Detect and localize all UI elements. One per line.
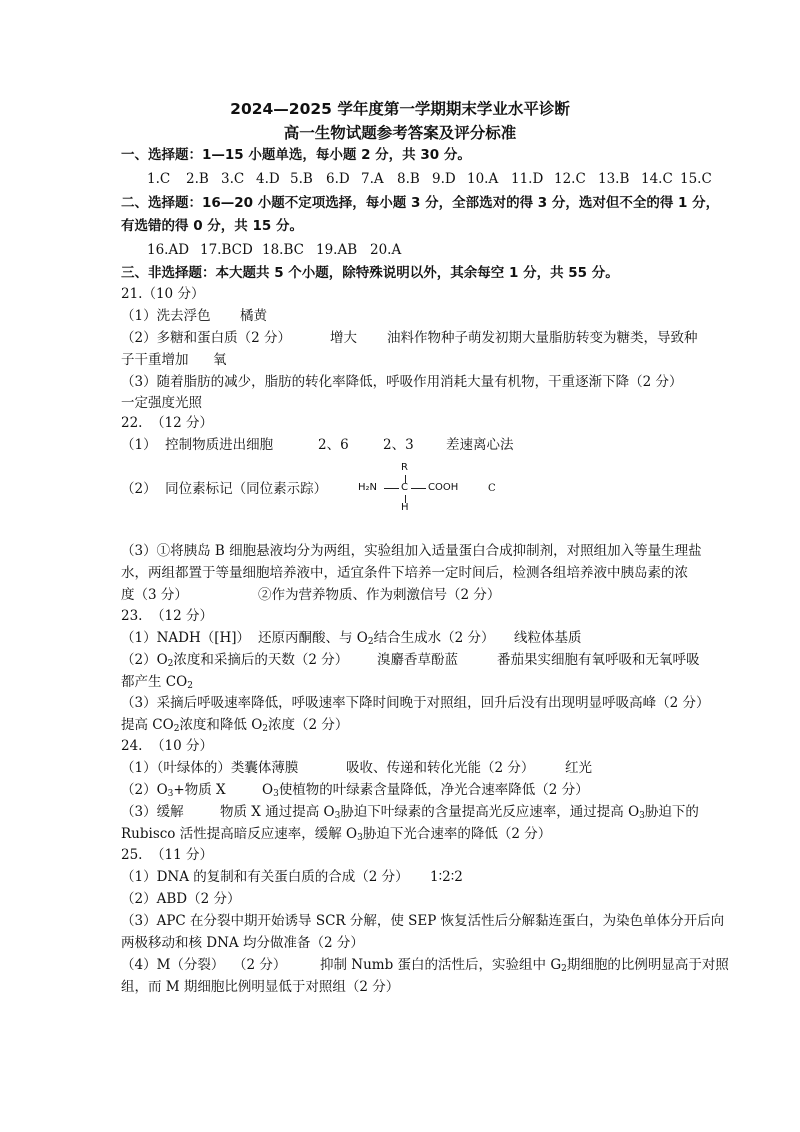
answer: 12.C — [554, 171, 586, 187]
answer: 13.B — [598, 171, 630, 187]
section2-heading-line2: 有选错的得 0 分，共 15 分。 — [121, 218, 303, 234]
answer: 7.A — [361, 171, 384, 187]
section2-heading-line1: 二、选择题：16—20 小题不定项选择，每小题 3 分，全部选对的得 3 分，选对但不全的得 1 分， — [121, 195, 720, 211]
answer: 11.D — [511, 171, 544, 187]
q22-p3-answer: （3）①将胰岛 B 细胞悬液均分为两组，实验组加入适量蛋白合成抑制剂，对照组加入等量生理盐 — [121, 543, 702, 559]
q21-p2-answer: 增大 — [330, 330, 357, 346]
formula-hydrogen: H — [401, 502, 409, 513]
section1-heading: 一、选择题：1—15 小题单选，每小题 2 分，共 30 分。 — [121, 147, 471, 163]
doc-subtitle: 高一生物试题参考答案及评分标准 — [283, 124, 517, 142]
answer: 2.B — [186, 171, 209, 187]
amino-acid-structural-formula — [358, 462, 478, 518]
q25-p2-answer: （2）ABD（2 分） — [121, 891, 241, 907]
answer: 16.AD — [147, 242, 190, 258]
q21-p2-answer: （2）多糖和蛋白质（2 分） — [121, 330, 291, 346]
q22-p2-answer: C — [488, 483, 496, 494]
q21-p1-answer: （1）洗去浮色 — [121, 308, 211, 324]
q23-p2-answer: 番茄果实细胞有氧呼吸和无氧呼吸 — [497, 652, 700, 668]
formula-bond — [384, 488, 399, 489]
q21-p2-answer: 油料作物种子萌发初期大量脂肪转变为糖类，导致种 — [387, 330, 698, 346]
q24-p3-answer: （3）缓解 — [121, 804, 184, 820]
section3-heading: 三、非选择题：本大题共 5 个小题，除特殊说明以外，其余每空 1 分，共 55 分。 — [121, 265, 619, 281]
answer: 19.AB — [316, 242, 358, 258]
q24-p1-answer: 吸收、传递和转化光能（2 分） — [346, 760, 535, 776]
answer: 8.B — [397, 171, 420, 187]
q21-p3-answer: （3）随着脂肪的减少，脂肪的转化率降低，呼吸作用消耗大量有机物，干重逐渐下降（2 分） — [121, 374, 683, 390]
q23-p2-answer: $(2)O_2$浓度和采摘后的天数（2 分） — [121, 652, 349, 669]
q23-p2-answer: 溴麝香草酚蓝 — [377, 652, 458, 668]
q23-p1-answer: 线粒体基质 — [514, 630, 582, 646]
q23-title: 23. （12 分） — [121, 608, 214, 624]
q25-title: 25. （11 分） — [121, 847, 214, 863]
answer: 10.A — [467, 171, 499, 187]
answer: 5.B — [290, 171, 313, 187]
doc-title: 2024—2025 学年度第一学期期末学业水平诊断 — [230, 100, 570, 118]
q23-p4-answer: 提高 $CO_2$浓度和降低 $O_2$浓度（2 分） — [121, 717, 349, 734]
q21-p2-answer: 氧 — [213, 352, 227, 368]
q24-p2-answer: $(2)O_3+$物质 X — [121, 782, 226, 799]
q22-p1-answer: 2、6 — [318, 437, 349, 453]
formula-bond — [411, 488, 426, 489]
q24-p4-answer: Rubisco 活性提高暗反应速率，缓解 $O_3$胁迫下光合速率的降低（2 分） — [121, 826, 552, 843]
answer: 20.A — [370, 242, 402, 258]
answer: 17.BCD — [200, 242, 253, 258]
formula-carboxyl-group: COOH — [428, 482, 459, 493]
answer: 18.BC — [262, 242, 304, 258]
q22-p1-answer: （1） 控制物质进出细胞 — [121, 437, 274, 453]
answer: 6.D — [326, 171, 350, 187]
q25-p5-answer: 组，而 M 期细胞比例明显低于对照组（2 分） — [121, 979, 400, 995]
answer: 9.D — [432, 171, 456, 187]
answer: 4.D — [256, 171, 280, 187]
q25-p1-answer: 1∶2∶2 — [430, 869, 463, 885]
q24-p3-answer: 物质 X 通过提高 $O_3$胁迫下叶绿素的含量提高光反应速率，通过提高 $O_3$胁迫下的 — [220, 804, 699, 821]
q25-p4-answer: （4）M（分裂） （2 分） — [121, 957, 287, 973]
answer: 14.C — [641, 171, 673, 187]
formula-r-group: R — [401, 462, 408, 473]
q22-p1-answer: 2、3 — [383, 437, 414, 453]
answer: 3.C — [221, 171, 245, 187]
q22-p3-answer: 度（3 分） — [121, 587, 188, 603]
q23-p1-answer: 还原丙酮酸、与 $O_2$结合生成水（2 分） — [258, 630, 495, 647]
answer: 1.C — [147, 171, 171, 187]
q25-p3-answer: （3）APC 在分裂中期开始诱导 SCR 分解，使 SEP 恢复活性后分解黏连蛋白，为染色单体分开后向 — [121, 913, 725, 929]
q24-p1-answer: （1）（叶绿体的）类囊体薄膜 — [121, 760, 299, 776]
q21-p1-answer: 橘黄 — [240, 308, 267, 324]
q22-p3-answer: ②作为营养物质、作为刺激信号（2 分） — [258, 587, 501, 603]
q21-p4-answer: 一定强度光照 — [121, 395, 202, 411]
q24-title: 24. （10 分） — [121, 738, 214, 754]
answer: 15.C — [680, 171, 712, 187]
q25-p3-answer: 两极移动和核 DNA 均分做准备（2 分） — [121, 935, 364, 951]
q23-p2-answer: 都产生 $CO_2$ — [121, 674, 193, 691]
q22-p3-answer: 水，两组都置于等量细胞培养液中，适宜条件下培养一定时间后，检测各组培养液中胰岛素的浓 — [121, 565, 688, 581]
formula-amino-group: H₂N — [358, 482, 378, 493]
q25-p4-answer: 抑制 Numb 蛋白的活性后，实验组中 $G_2$期细胞的比例明显高于对照 — [320, 957, 729, 974]
q21-p2-answer: 子干重增加 — [121, 352, 189, 368]
formula-central-carbon: C — [401, 482, 408, 493]
q24-p2-answer: $O_3$使植物的叶绿素含量降低，净光合速率降低（2 分） — [262, 782, 589, 799]
q23-p1-answer: （1）NADH（[H]） — [121, 630, 251, 646]
q22-p1-answer: 差速离心法 — [446, 437, 514, 453]
q21-title: 21.（10 分） — [121, 286, 205, 302]
q22-p2-answer: （2） 同位素标记（同位素示踪） — [121, 481, 328, 497]
q25-p1-answer: （1）DNA 的复制和有关蛋白质的合成（2 分） — [121, 869, 409, 885]
q24-p1-answer: 红光 — [565, 760, 592, 776]
q22-title: 22. （12 分） — [121, 415, 214, 431]
q23-p3-answer: （3）采摘后呼吸速率降低，呼吸速率下降时间晚于对照组，回升后没有出现明显呼吸高峰（2 分） — [121, 695, 710, 711]
